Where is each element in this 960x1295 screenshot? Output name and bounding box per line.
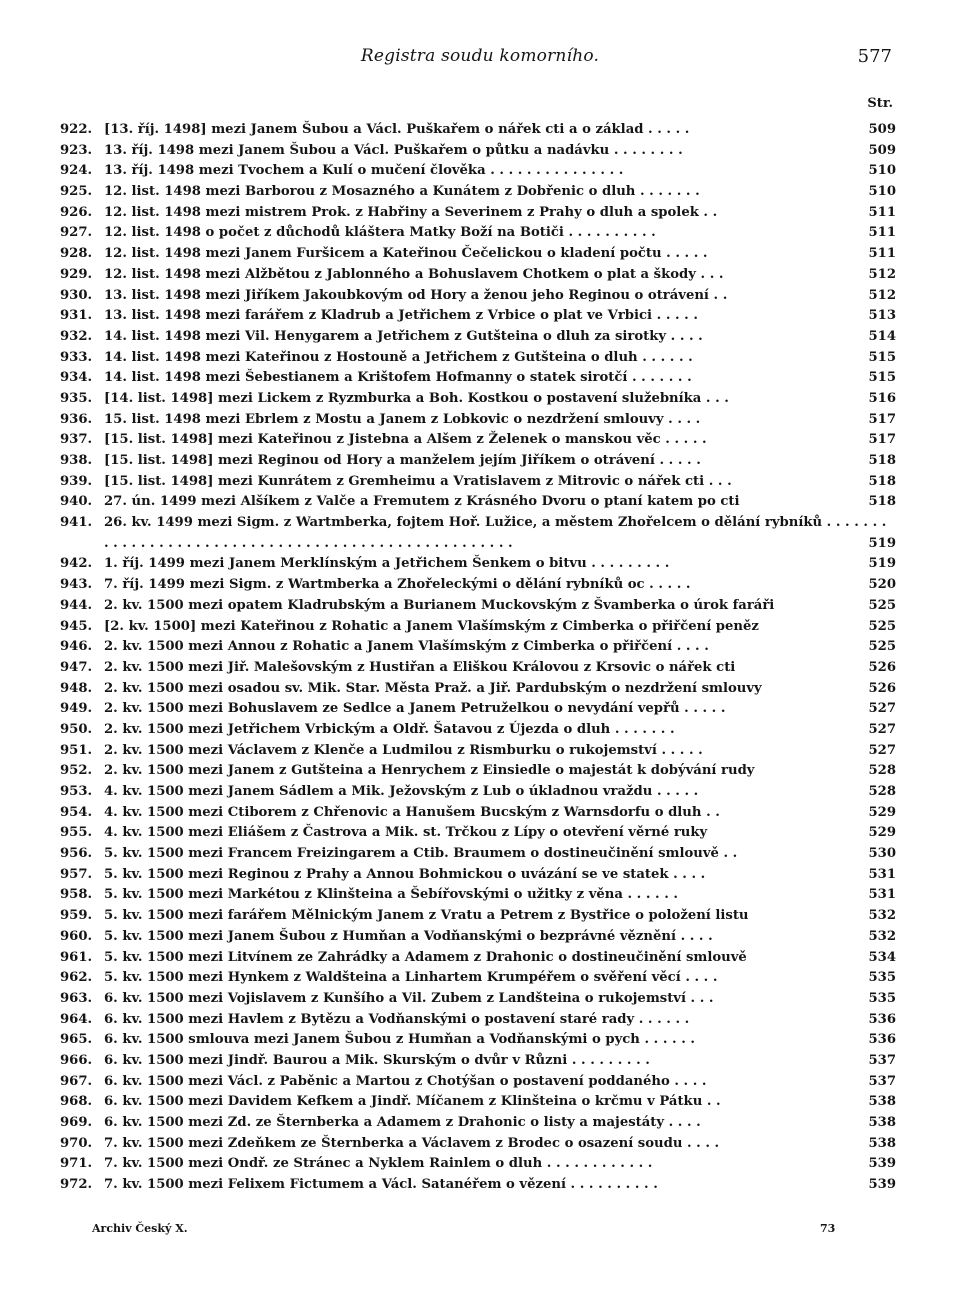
entry-page: 538: [868, 1094, 896, 1110]
entry-text: 12. list. 1498 mezi Barborou z Mosazného a Kunátem z Dobřenic o dluh . . . . . . .: [104, 184, 700, 200]
entry-text: 2. kv. 1500 mezi Annou z Rohatic a Janem Vlašímským z Cimberka o přiřčení . . . .: [104, 639, 709, 655]
entry-page: 525: [868, 639, 896, 655]
entry-text: [15. list. 1498] mezi Kateřinou z Jistebna a Alšem z Želenek o manskou věc . . . . .: [104, 432, 707, 448]
entry-number: 934.: [60, 370, 93, 386]
entry-text: 2. kv. 1500 mezi Jiř. Malešovským z Hustiřan a Eliškou Královou z Krsovic o nářek cti: [104, 659, 736, 675]
entry-page: 513: [868, 308, 896, 324]
entry-text: 2. kv. 1500 mezi osadou sv. Mik. Star. Města Praž. a Jiř. Pardubským o nezdržení smlouvy: [104, 680, 762, 696]
register-entry: [0, 906, 960, 927]
entry-number: 938.: [60, 453, 93, 468]
entry-text: [13. říj. 1498] mezi Janem Šubou a Václ. Puškařem o nářek cti a o základ . . . . .: [104, 122, 690, 137]
entry-number: 952.: [60, 763, 93, 779]
entry-text: 6. kv. 1500 mezi Vojislavem z Kunšího a Vil. Zubem z Landšteina o rukojemství . . .: [104, 990, 714, 1006]
entry-number: 967.: [60, 1073, 93, 1089]
entry-page: 509: [868, 142, 896, 158]
entry-number: 947.: [60, 659, 93, 675]
register-entry: [0, 989, 960, 1010]
entry-page: 519: [868, 556, 896, 572]
entry-page: 528: [868, 763, 896, 779]
entry-page: 539: [868, 1156, 896, 1172]
register-entry: [0, 699, 960, 720]
entry-number: 953.: [60, 784, 93, 800]
entry-page: 527: [868, 701, 896, 717]
entry-page: 532: [868, 928, 896, 944]
entry-text: 27. ún. 1499 mezi Alšíkem z Valče a Fremutem z Krásného Dvoru o ptaní katem po cti: [104, 494, 740, 510]
entry-number: 955.: [60, 825, 93, 841]
entry-page: 510: [868, 163, 896, 179]
entry-page: 538: [868, 1115, 896, 1131]
entry-text: 5. kv. 1500 mezi Janem Šubou z Humňan a Vodňanskými o bezprávné věznění . . . .: [104, 928, 713, 944]
entry-text: 4. kv. 1500 mezi Ctiborem z Chřenovic a Hanušem Bucským z Warnsdorfu o dluh . .: [104, 804, 720, 820]
entry-text: 13. říj. 1498 mezi Janem Šubou a Václ. Puškařem o půtku a nadávku . . . . . . . .: [104, 142, 683, 158]
entry-number: 951.: [60, 742, 93, 758]
register-entry: [0, 327, 960, 348]
entry-page: 527: [868, 721, 896, 737]
register-entry: [0, 513, 960, 554]
entry-text: 6. kv. 1500 mezi Václ. z Paběnic a Martou z Chotýšan o postavení poddaného . . . .: [104, 1073, 707, 1089]
register-entry: [0, 885, 960, 906]
entry-page: 529: [868, 825, 896, 841]
register-entry: [0, 782, 960, 803]
entry-number: 970.: [60, 1135, 93, 1151]
entry-page: 515: [868, 349, 896, 365]
register-entry: [0, 865, 960, 886]
register-entry: [0, 492, 960, 513]
register-entry: [0, 1154, 960, 1175]
entry-number: 961.: [60, 949, 93, 965]
entry-text: 6. kv. 1500 mezi Havlem z Bytězu a Vodňanskými o postavení staré rady . . . . . .: [104, 1011, 690, 1027]
register-entry: [0, 637, 960, 658]
entry-page: 525: [868, 618, 896, 634]
entry-number: 971.: [60, 1156, 93, 1172]
entry-page: 518: [868, 494, 896, 510]
register-entry: [0, 451, 960, 472]
entry-page: 535: [868, 990, 896, 1006]
page-column-label: Str.: [867, 96, 893, 111]
entry-number: 931.: [60, 308, 93, 324]
entry-text: 12. list. 1498 mezi mistrem Prok. z Habřiny a Severinem z Prahy o dluh a spolek . .: [104, 204, 718, 220]
register-entry: [0, 430, 960, 451]
register-entry: [0, 1010, 960, 1031]
entry-page: 531: [868, 887, 896, 903]
entry-text: 12. list. 1498 mezi Janem Furšicem a Kateřinou Čečelickou o kladení počtu . . . . .: [104, 246, 708, 262]
entry-number: 939.: [60, 473, 93, 489]
entry-page: 530: [868, 846, 896, 862]
entry-text: 7. kv. 1500 mezi Ondř. ze Stránec a Nyklem Rainlem o dluh . . . . . . . . . . . .: [104, 1156, 653, 1172]
entry-page: 529: [868, 804, 896, 820]
entry-text: 5. kv. 1500 mezi Francem Freizingarem a Ctib. Braumem o dostineučinění smlouvě . .: [104, 846, 738, 862]
entry-text: 6. kv. 1500 smlouva mezi Janem Šubou z Humňan a Vodňanskými o pych . . . . . .: [104, 1032, 695, 1048]
register-entry: [0, 348, 960, 369]
entry-page: 532: [868, 908, 896, 924]
register-entry: [0, 182, 960, 203]
register-entry: [0, 368, 960, 389]
entry-number: 954.: [60, 804, 93, 820]
entry-page: 526: [868, 680, 896, 696]
entry-page: 518: [868, 453, 896, 468]
entry-text: 26. kv. 1499 mezi Sigm. z Wartmberka, fojtem Hoř. Lužice, a městem Zhořelcem o dělání rybníků . . . . . . . . . . . . . . . . . . . . . . . . . . . . . . . . . . . . . . . . . . . . . . . . . . . .: [104, 515, 887, 551]
page-number: 577: [857, 46, 892, 67]
entry-number: 930.: [60, 287, 93, 303]
register-entry: [0, 1072, 960, 1093]
entry-number: 928.: [60, 246, 93, 262]
register-entry: [0, 472, 960, 493]
entry-text: 13. list. 1498 mezi farářem z Kladrub a Jetřichem z Vrbice o plat ve Vrbici . . . . .: [104, 308, 698, 324]
entry-number: 972.: [60, 1177, 93, 1193]
entry-number: 936.: [60, 411, 93, 427]
entry-text: 1. říj. 1499 mezi Janem Merklínským a Jetřichem Šenkem o bitvu . . . . . . . . .: [104, 556, 670, 572]
entry-page: 531: [868, 866, 896, 882]
entry-text: 2. kv. 1500 mezi Václavem z Klenče a Ludmilou z Rismburku o rukojemství . . . . .: [104, 742, 703, 758]
page-header: [0, 42, 960, 72]
entry-text: 2. kv. 1500 mezi opatem Kladrubským a Burianem Muckovským z Švamberka o úrok faráři: [104, 597, 775, 613]
entry-page: 527: [868, 742, 896, 758]
register-entry: [0, 1051, 960, 1072]
entry-page: 514: [868, 328, 896, 344]
entry-page: 512: [868, 287, 896, 303]
register-entry: [0, 265, 960, 286]
entry-text: 4. kv. 1500 mezi Janem Sádlem a Mik. Ježovským z Lub o úkladnou vraždu . . . . .: [104, 784, 699, 800]
entry-number: 966.: [60, 1052, 93, 1068]
register-entry: [0, 554, 960, 575]
entry-text: 13. list. 1498 mezi Jiříkem Jakoubkovým od Hory a ženou jeho Reginou o otrávení . .: [104, 287, 728, 303]
register-entry: [0, 244, 960, 265]
register-entry: [0, 286, 960, 307]
register-entry: [0, 948, 960, 969]
entry-text: 7. říj. 1499 mezi Sigm. z Wartmberka a Zhořeleckými o dělání rybníků oc . . . . .: [104, 577, 691, 593]
register-entry: [0, 761, 960, 782]
entry-page: 519: [868, 535, 896, 551]
signature-mark: Archiv Český X.: [92, 1222, 188, 1235]
entry-number: 941.: [60, 515, 93, 531]
entry-page: 510: [868, 184, 896, 200]
entry-number: 949.: [60, 701, 93, 717]
entry-number: 969.: [60, 1115, 93, 1131]
entry-page: 528: [868, 784, 896, 800]
register-entry: [0, 720, 960, 741]
running-title: Registra soudu komorního.: [360, 46, 600, 66]
entry-number: 942.: [60, 556, 93, 572]
entry-text: [2. kv. 1500] mezi Kateřinou z Rohatic a Janem Vlašímským z Cimberka o přiřčení peněz: [104, 618, 759, 634]
entry-number: 958.: [60, 887, 93, 903]
entry-number: 926.: [60, 204, 93, 220]
entry-number: 956.: [60, 846, 93, 862]
entry-text: 5. kv. 1500 mezi Litvínem ze Zahrádky a Adamem z Drahonic o dostineučinění smlouvě: [104, 949, 747, 965]
entry-number: 968.: [60, 1094, 93, 1110]
entry-text: 7. kv. 1500 mezi Zdeňkem ze Šternberka a Václavem z Brodec o osazení soudu . . . .: [104, 1135, 720, 1151]
entry-page: 509: [868, 122, 896, 137]
entry-number: 965.: [60, 1032, 93, 1048]
entry-page: 536: [868, 1032, 896, 1048]
entry-text: 2. kv. 1500 mezi Janem z Gutšteina a Henrychem z Einsiedle o majestát k dobývání rudy: [104, 763, 755, 779]
entry-page: 539: [868, 1177, 896, 1193]
entry-text: [15. list. 1498] mezi Kunrátem z Gremheimu a Vratislavem z Mitrovic o nářek cti . . .: [104, 473, 732, 489]
entry-number: 960.: [60, 928, 93, 944]
entry-page: 511: [868, 204, 896, 220]
entry-text: 13. říj. 1498 mezi Tvochem a Kulí o mučení člověka . . . . . . . . . . . . . . .: [104, 163, 624, 179]
entry-text: 5. kv. 1500 mezi Markétou z Klinšteina a Šebířovskými o užitky z věna . . . . . .: [104, 887, 678, 903]
entry-number: 945.: [60, 618, 93, 634]
entry-number: 929.: [60, 266, 93, 282]
entry-number: 943.: [60, 577, 93, 593]
entry-number: 932.: [60, 328, 93, 344]
entry-page: 534: [868, 949, 896, 965]
entry-text: 6. kv. 1500 mezi Davidem Kefkem a Jindř. Míčanem z Klinšteina o krčmu v Pátku . .: [104, 1094, 721, 1110]
register-entry: [0, 823, 960, 844]
register-entry: [0, 596, 960, 617]
register-entries: [0, 120, 960, 1196]
entry-number: 924.: [60, 163, 93, 179]
entry-page: 517: [868, 411, 896, 427]
entry-number: 962.: [60, 970, 93, 986]
entry-page: 512: [868, 266, 896, 282]
entry-number: 940.: [60, 494, 93, 510]
entry-text: 5. kv. 1500 mezi Hynkem z Waldšteina a Linhartem Krumpéřem o svěření věcí . . . .: [104, 970, 718, 986]
register-entry: [0, 617, 960, 638]
entry-number: 964.: [60, 1011, 93, 1027]
register-entry: [0, 844, 960, 865]
entry-page: 537: [868, 1073, 896, 1089]
register-entry: [0, 968, 960, 989]
entry-number: 963.: [60, 990, 93, 1006]
entry-page: 535: [868, 970, 896, 986]
entry-page: 536: [868, 1011, 896, 1027]
sheet-mark: 73: [820, 1222, 836, 1235]
register-entry: [0, 141, 960, 162]
entry-number: 946.: [60, 639, 93, 655]
entry-text: 6. kv. 1500 mezi Jindř. Baurou a Mik. Skurským o dvůr v Různi . . . . . . . . .: [104, 1052, 650, 1068]
entry-page: 511: [868, 225, 896, 241]
entry-page: 537: [868, 1052, 896, 1068]
entry-page: 538: [868, 1135, 896, 1151]
register-entry: [0, 679, 960, 700]
entry-number: 922.: [60, 122, 93, 137]
register-entry: [0, 161, 960, 182]
entry-text: 2. kv. 1500 mezi Bohuslavem ze Sedlce a Janem Petruželkou o nevydání vepřů . . . . .: [104, 701, 726, 717]
entry-page: 525: [868, 597, 896, 613]
entry-text: 6. kv. 1500 mezi Zd. ze Šternberka a Adamem z Drahonic o listy a majestáty . . . .: [104, 1115, 701, 1131]
entry-number: 933.: [60, 349, 93, 365]
entry-text: 4. kv. 1500 mezi Eliášem z Častrova a Mik. st. Trčkou z Lípy o otevření věrné ruky: [104, 825, 708, 841]
register-entry: [0, 120, 960, 141]
entry-number: 959.: [60, 908, 93, 924]
register-entry: [0, 1092, 960, 1113]
entry-number: 937.: [60, 432, 93, 448]
page-footer: [0, 1222, 960, 1242]
entry-text: 14. list. 1498 mezi Šebestianem a Krištofem Hofmanny o statek sirotčí . . . . . . .: [104, 370, 692, 386]
register-entry: [0, 741, 960, 762]
register-entry: [0, 575, 960, 596]
register-entry: [0, 203, 960, 224]
register-entry: [0, 1175, 960, 1196]
register-entry: [0, 658, 960, 679]
entry-text: 14. list. 1498 mezi Vil. Henygarem a Jetřichem z Gutšteina o dluh za sirotky . . . .: [104, 328, 703, 344]
register-entry: [0, 410, 960, 431]
register-entry: [0, 1113, 960, 1134]
entry-page: 526: [868, 659, 896, 675]
entry-page: 516: [868, 390, 896, 406]
entry-number: 927.: [60, 225, 93, 241]
register-entry: [0, 1134, 960, 1155]
register-entry: [0, 223, 960, 244]
entry-text: 12. list. 1498 o počet z důchodů kláštera Matky Boží na Botiči . . . . . . . . . .: [104, 225, 656, 241]
entry-text: [14. list. 1498] mezi Lickem z Ryzmburka a Boh. Kostkou o postavení služebníka . . .: [104, 390, 729, 406]
entry-page: 511: [868, 246, 896, 262]
entry-text: 12. list. 1498 mezi Alžbětou z Jablonného a Bohuslavem Chotkem o plat a škody . . .: [104, 266, 724, 282]
entry-number: 950.: [60, 721, 93, 737]
register-entry: [0, 1030, 960, 1051]
entry-text: 5. kv. 1500 mezi Reginou z Prahy a Annou Bohmickou o uvázání se ve statek . . . .: [104, 866, 706, 882]
entry-number: 935.: [60, 390, 93, 406]
entry-number: 923.: [60, 142, 93, 158]
register-entry: [0, 927, 960, 948]
entry-text: 15. list. 1498 mezi Ebrlem z Mostu a Janem z Lobkovic o nezdržení smlouvy . . . .: [104, 411, 701, 427]
register-entry: [0, 389, 960, 410]
entry-page: 515: [868, 370, 896, 386]
entry-text: [15. list. 1498] mezi Reginou od Hory a manželem jejím Jiříkem o otrávení . . . . .: [104, 453, 701, 468]
entry-page: 518: [868, 473, 896, 489]
entry-text: 5. kv. 1500 mezi farářem Mělnickým Janem z Vratu a Petrem z Bystřice o položení listu: [104, 908, 749, 924]
entry-text: 7. kv. 1500 mezi Felixem Fictumem a Václ. Satanéřem o vězení . . . . . . . . . .: [104, 1177, 658, 1193]
entry-page: 517: [868, 432, 896, 448]
entry-number: 944.: [60, 597, 93, 613]
register-entry: [0, 803, 960, 824]
entry-text: 2. kv. 1500 mezi Jetřichem Vrbickým a Oldř. Šatavou z Újezda o dluh . . . . . . .: [104, 721, 675, 737]
entry-number: 948.: [60, 680, 93, 696]
register-entry: [0, 306, 960, 327]
entry-number: 957.: [60, 866, 93, 882]
entry-text: 14. list. 1498 mezi Kateřinou z Hostouně a Jetřichem z Gutšteina o dluh . . . . . .: [104, 349, 693, 365]
entry-number: 925.: [60, 184, 93, 200]
entry-page: 520: [868, 577, 896, 593]
